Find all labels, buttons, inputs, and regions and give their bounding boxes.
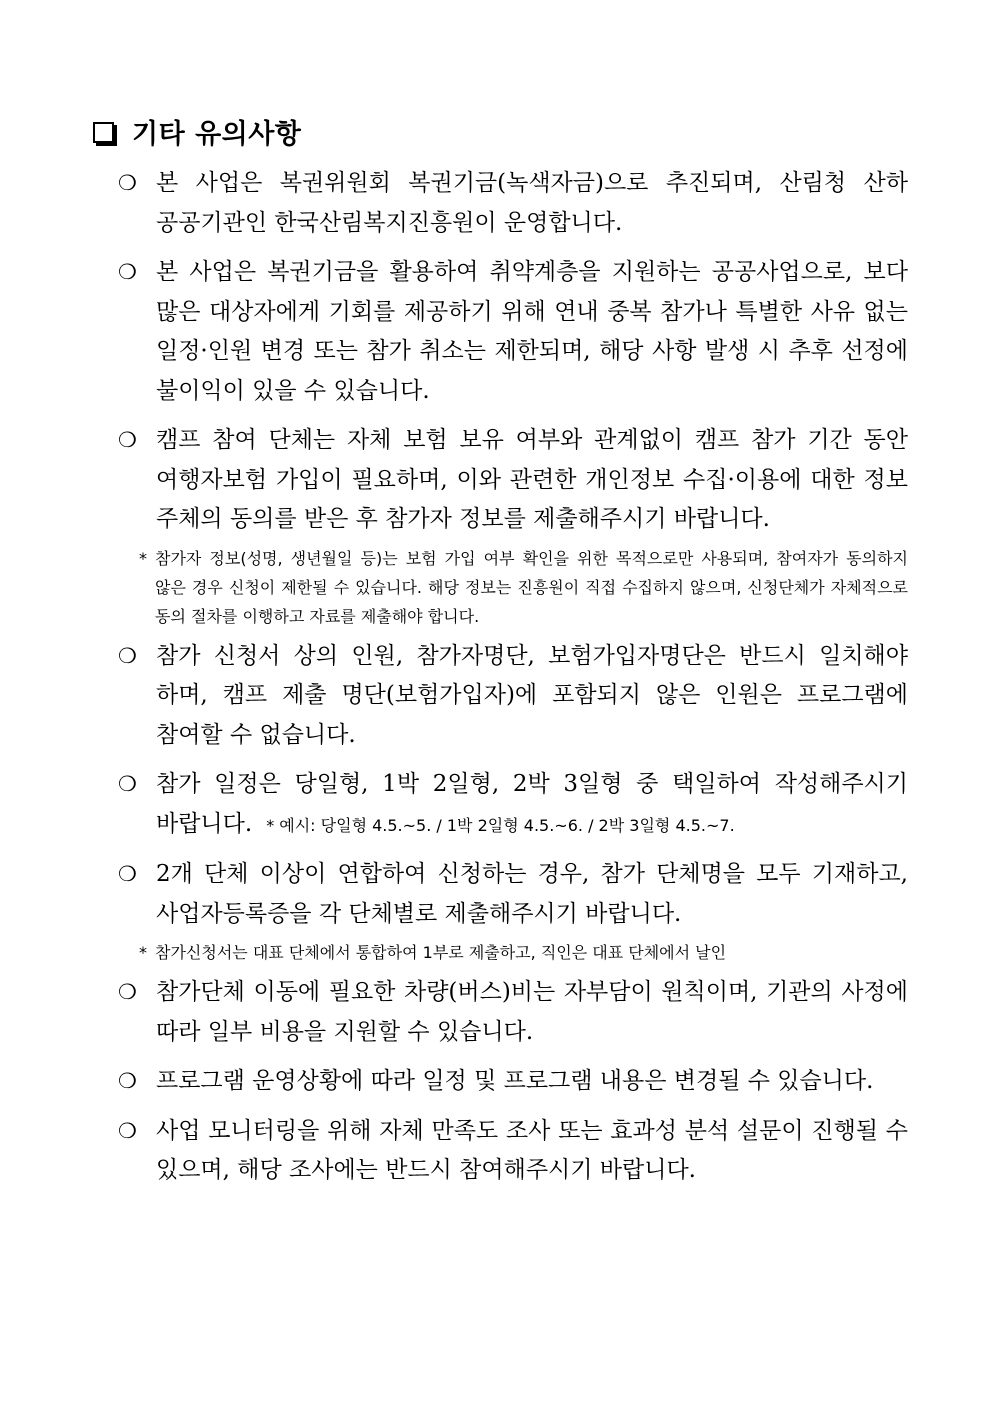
item-text: 본 사업은 복권기금을 활용하여 취약계층을 지원하는 공공사업으로, 보다 많은 대상자에게 기회를 제공하기 위해 연내 중복 참가나 특별한 사유 없는 일정·인원 변경 또는 참가 취소는 제한되며, 해당 사항 발생 시 추후 선정에 불이익이 있을 수 있습니다. xyxy=(156,259,908,404)
circle-bullet-icon: ❍ xyxy=(118,643,137,668)
circle-bullet-icon: ❍ xyxy=(118,1118,137,1143)
item-text: 캠프 참여 단체는 자체 보험 보유 여부와 관계없이 캠프 참가 기간 동안 여행자보험 가입이 필요하며, 이와 관련한 개인정보 수집·이용에 대한 정보 주체의 동의를 받은 후 참가자 정보를 제출해주시기 바랍니다. xyxy=(156,427,908,532)
list-item xyxy=(118,765,908,845)
section-heading xyxy=(93,112,301,151)
notice-list xyxy=(118,164,908,1201)
item-text: 참가단체 이동에 필요한 차량(버스)비는 자부담이 원칙이며, 기관의 사정에 따라 일부 비용을 지원할 수 있습니다. xyxy=(156,979,908,1045)
list-item xyxy=(118,1062,908,1102)
list-item xyxy=(118,637,908,756)
circle-bullet-icon: ❍ xyxy=(118,980,137,1004)
list-item xyxy=(118,253,908,411)
asterisk-icon: * xyxy=(139,548,147,568)
section-title: 기타 유의사항 xyxy=(132,119,302,150)
circle-bullet-icon: ❍ xyxy=(118,1069,137,1093)
item-text: 프로그램 운영상황에 따라 일정 및 프로그램 내용은 변경될 수 있습니다. xyxy=(156,1068,874,1094)
circle-bullet-icon: ❍ xyxy=(118,772,137,796)
item-text: 참가 신청서 상의 인원, 참가자명단, 보험가입자명단은 반드시 일치해야 하며, 캠프 제출 명단(보험가입자)에 포함되지 않은 인원은 프로그램에 참여할 수 없습니다. xyxy=(156,642,908,748)
item-text: 본 사업은 복권위원회 복권기금(녹색자금)으로 추진되며, 산림청 산하 공공기관인 한국산림복지진흥원이 운영합니다. xyxy=(156,170,908,236)
list-item xyxy=(118,855,908,934)
circle-bullet-icon: ❍ xyxy=(118,171,137,195)
footnote-text: 참가신청서는 대표 단체에서 통합하여 1부로 제출하고, 직인은 대표 단체에서 날인 xyxy=(155,943,727,962)
item-text: 사업 모니터링을 위해 자체 만족도 조사 또는 효과성 분석 설문이 진행될 수 있으며, 해당 조사에는 반드시 참여해주시기 바랍니다. xyxy=(156,1117,908,1183)
item-text: 2개 단체 이상이 연합하여 신청하는 경우, 참가 단체명을 모두 기재하고, 사업자등록증을 각 단체별로 제출해주시기 바랍니다. xyxy=(156,861,908,927)
item-text: 참가 일정은 당일형, 1박 2일형, 2박 3일형 중 택일하여 작성해주시기 바랍니다. xyxy=(156,771,908,837)
list-item xyxy=(118,973,908,1052)
footnote-text: 참가자 정보(성명, 생년월일 등)는 보험 가입 여부 확인을 위한 목적으로만 사용되며, 참여자가 동의하지 않은 경우 신청이 제한될 수 있습니다. 해당 정보는 진흥원이 직접 수집하지 않으며, 신청단체가 자체적으로 동의 절차를 이행하고 자료를 제출해야 합니다. xyxy=(155,548,908,626)
list-item xyxy=(118,1112,908,1191)
inline-footnote: * 예시: 당일형 4.5.~5. / 1박 2일형 4.5.~6. / 2박 3일형 4.5.~7. xyxy=(266,815,735,835)
asterisk-icon: * xyxy=(139,943,147,962)
footnote xyxy=(118,938,908,967)
circle-bullet-icon: ❍ xyxy=(118,862,137,886)
list-item xyxy=(118,164,908,243)
circle-bullet-icon: ❍ xyxy=(118,260,137,284)
list-item xyxy=(118,421,908,540)
footnote xyxy=(118,544,908,631)
checkbox-square-icon xyxy=(93,122,114,143)
circle-bullet-icon: ❍ xyxy=(118,428,137,452)
